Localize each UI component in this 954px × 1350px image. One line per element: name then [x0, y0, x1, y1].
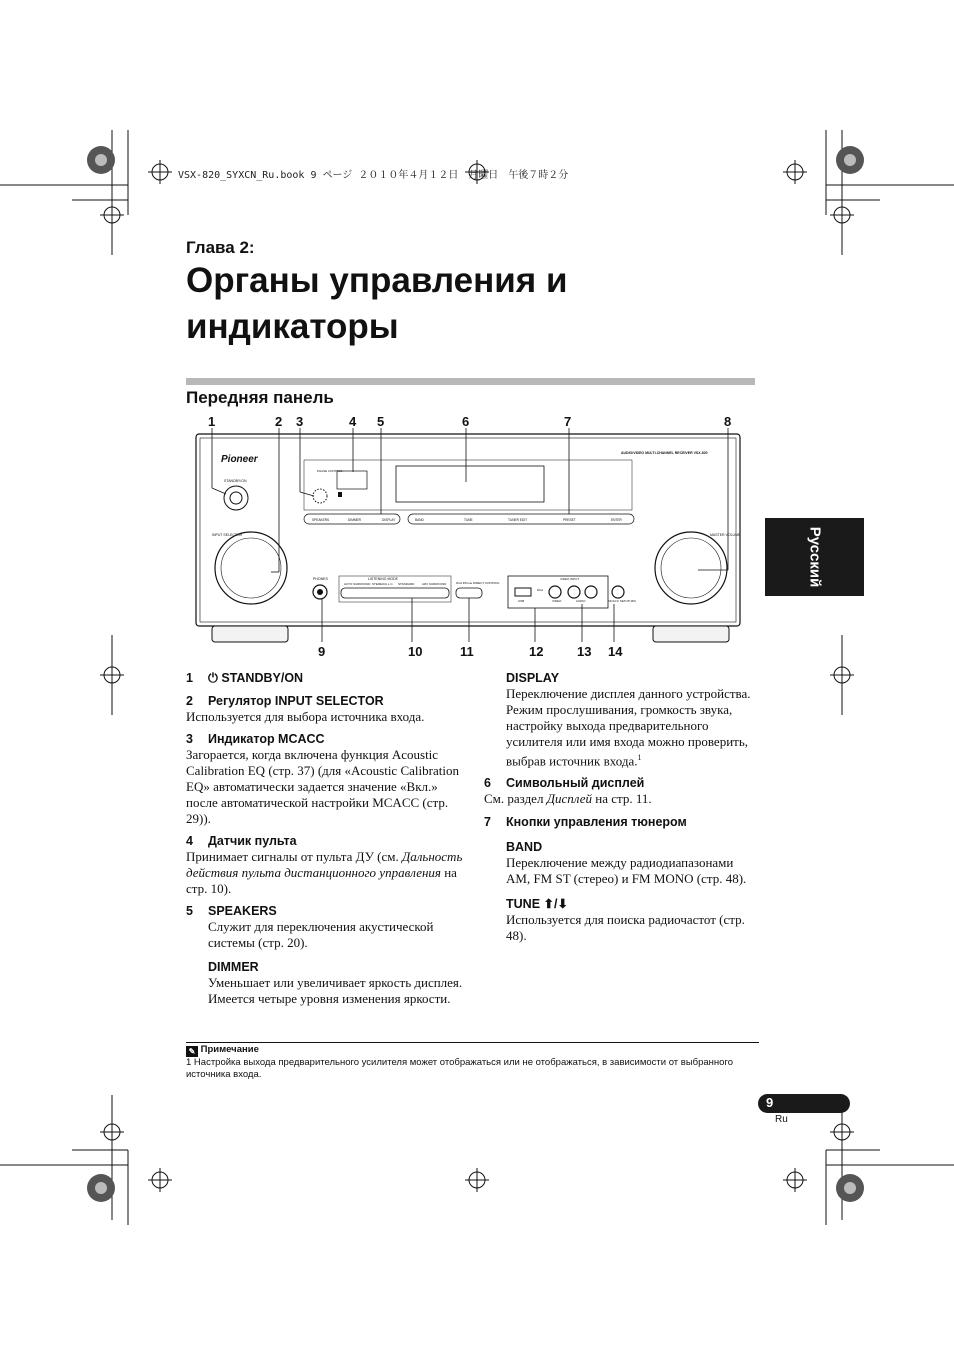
tune-heading: TUNE ⬆/⬇: [506, 897, 568, 912]
svg-text:ENTER: ENTER: [611, 518, 622, 522]
item-3-heading: 3 Индикатор MCACC: [186, 732, 325, 746]
receiver-body: [196, 434, 740, 626]
column-right: [484, 670, 756, 944]
dimmer-heading: DIMMER: [208, 960, 259, 974]
note-text: 1 Настройка выхода предварительного усилителя может отображаться или не отображаться, в зависимости от выбранного источника входа.: [186, 1057, 733, 1080]
callout-3: 3: [296, 414, 304, 429]
mcacc-mic-jack: [612, 586, 624, 598]
svg-text:DISPLAY: DISPLAY: [382, 518, 396, 522]
language-tab: [765, 518, 864, 596]
dimmer-text: Уменьшает или увеличивает яркость дисплея. Имеется четыре уровня изменения яркости.: [208, 975, 463, 1006]
svg-text:STANDBY/ON: STANDBY/ON: [224, 479, 247, 483]
audio-l-jack: [568, 586, 580, 598]
svg-text:BAND: BAND: [415, 518, 424, 522]
section-title: Передняя панель: [186, 388, 334, 407]
usb-port: [515, 588, 531, 596]
input-selector-knob: [215, 532, 287, 604]
band-text: Переключение между радиодиапазонами AM, FM ST (стерео) и FM MONO (стр. 48).: [506, 855, 747, 887]
print-header: VSX-820_SYXCN_Ru.book 9 ページ ２０１０年４月１２日 月曜日 午後７時２分: [178, 170, 569, 181]
band-heading: BAND: [506, 840, 543, 855]
svg-text:MCACC SETUP MIC: MCACC SETUP MIC: [608, 599, 637, 603]
callout-8: 8: [724, 414, 732, 429]
language-tab-label: Русский: [806, 526, 823, 588]
page-language: Ru: [775, 1114, 788, 1125]
item-2-heading: 2 Регулятор INPUT SELECTOR: [186, 694, 384, 708]
right-foot: [653, 626, 729, 642]
tune-text: Используется для поиска радиочастот (стр. 48).: [506, 912, 745, 944]
title-line-2: индикаторы: [186, 307, 399, 346]
callout-2: 2: [275, 414, 283, 429]
standby-button: [224, 486, 248, 510]
column-left: [186, 670, 471, 1007]
svg-text:SPEAKERS: SPEAKERS: [312, 518, 330, 522]
ipod-direct-button: [456, 588, 482, 598]
callout-12: 12: [529, 644, 544, 659]
callout-10: 10: [408, 644, 423, 659]
svg-text:STANDARD: STANDARD: [398, 582, 415, 586]
item-5-text: Служит для переключения акустической системы (стр. 20).: [208, 919, 434, 950]
svg-text:USB: USB: [518, 599, 525, 603]
callout-9: 9: [318, 644, 326, 659]
svg-text:PRESET: PRESET: [563, 518, 576, 522]
callout-1: 1: [208, 414, 216, 429]
svg-text:VIDEO INPUT: VIDEO INPUT: [560, 577, 580, 581]
svg-text:INPUT SELECTOR: INPUT SELECTOR: [212, 533, 243, 537]
item-3-text: Загорается, когда включена функция Acoustic Calibration EQ (стр. 37) (для «Acoustic Calibration EQ» автоматически задается значение «Вкл.» после автоматической настройки MCACC (стр. 29)).: [186, 747, 459, 826]
master-volume-knob: [655, 532, 727, 604]
page-number: 9: [766, 1095, 774, 1110]
button-row: [304, 514, 634, 524]
item-6-text: См. раздел Дисплей на стр. 11.: [484, 791, 652, 807]
callout-13: 13: [577, 644, 592, 659]
left-foot: [212, 626, 288, 642]
svg-text:ADV SURROUND: ADV SURROUND: [422, 582, 447, 586]
model-label: AUDIO/VIDEO MULTI-CHANNEL RECEIVER VSX-820: [621, 451, 708, 455]
callout-14: 14: [608, 644, 623, 659]
item-4-text: Принимает сигналы от пульта ДУ (см. Дальность действия пульта дистанционного управления на стр. 10).: [186, 849, 463, 896]
svg-text:iPod iPhone DIRECT CONTROL: iPod iPhone DIRECT CONTROL: [456, 581, 500, 585]
svg-text:PHONES: PHONES: [313, 577, 328, 581]
callout-7: 7: [564, 414, 572, 429]
svg-text:LISTENING MODE: LISTENING MODE: [368, 577, 398, 581]
callout-6: 6: [462, 414, 470, 429]
page-number-badge: [758, 1094, 850, 1113]
svg-text:AUDIO: AUDIO: [576, 599, 586, 603]
mcacc-box: [337, 471, 367, 489]
listening-mode-buttons: [341, 588, 449, 598]
page-title: [186, 258, 746, 350]
item-4-heading: 4 Датчик пульта: [186, 834, 297, 848]
svg-text:TUNE: TUNE: [464, 518, 473, 522]
brand-logo: Pioneer: [221, 454, 258, 465]
svg-text:AUTO SURROUND: AUTO SURROUND: [344, 582, 371, 586]
video-jack: [549, 586, 561, 598]
svg-text:TUNER EDIT: TUNER EDIT: [508, 518, 528, 522]
section-bar: [186, 378, 755, 385]
item-6-heading: 6 Символьный дисплей: [484, 776, 645, 791]
svg-text:iPod: iPod: [537, 588, 544, 592]
callout-4: 4: [349, 414, 357, 429]
audio-r-jack: [585, 586, 597, 598]
svg-text:VIDEO: VIDEO: [552, 599, 562, 603]
callout-11: 11: [460, 644, 474, 659]
front-panel-diagram: [186, 410, 756, 660]
callout-5: 5: [377, 414, 385, 429]
svg-text:STEREO/A.L.C.: STEREO/A.L.C.: [372, 582, 394, 586]
note-heading: ✎ Примечание: [186, 1044, 259, 1057]
svg-text:DIMMER: DIMMER: [348, 518, 361, 522]
character-display: [396, 466, 544, 502]
note-divider: [186, 1042, 759, 1043]
title-line-1: Органы управления и: [186, 261, 568, 300]
note-icon: ✎: [186, 1046, 198, 1057]
display-text: Переключение дисплея данного устройства. Режим прослушивания, громкость звука, настройку выхода предварительного усилителя или имя входа можно проверить, выбрав источник входа.$^1$: [506, 686, 751, 769]
remote-sensor: [313, 489, 327, 503]
svg-text:PHASE CONTROL: PHASE CONTROL: [317, 469, 343, 473]
item-1-heading: 1 ⏻ STANDBY/ON: [186, 671, 304, 685]
svg-text:MASTER VOLUME: MASTER VOLUME: [710, 533, 741, 537]
chapter-label: Глава 2:: [186, 238, 255, 257]
item-2-text: Используется для выбора источника входа.: [186, 709, 425, 724]
item-7-heading: 7 Кнопки управления тюнером: [484, 815, 687, 830]
item-5-heading: 5 SPEAKERS: [186, 904, 277, 918]
display-heading: DISPLAY: [506, 671, 560, 685]
